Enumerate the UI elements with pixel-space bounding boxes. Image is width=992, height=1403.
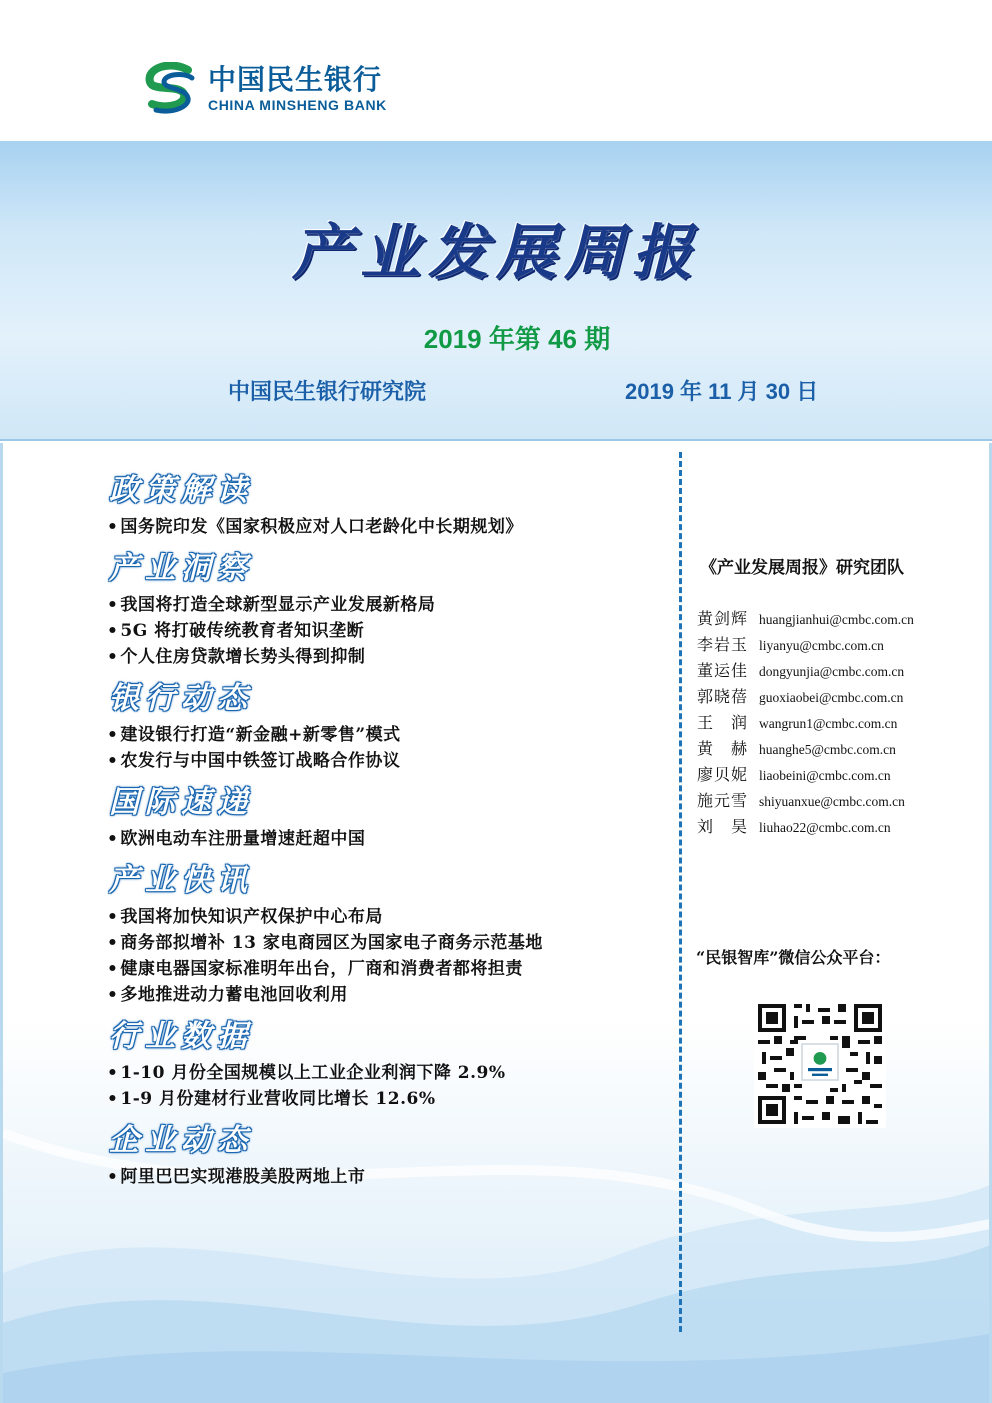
team-list — [697, 606, 914, 840]
member-email[interactable]: liyanyu@cmbc.com.cn — [759, 638, 884, 653]
team-member — [697, 736, 914, 762]
member-email[interactable]: huanghe5@cmbc.com.cn — [759, 742, 896, 757]
news-item[interactable]: • 我国将加快知识产权保护中心布局 — [107, 904, 667, 930]
column-divider — [679, 452, 682, 1332]
member-email[interactable]: dongyunjia@cmbc.com.cn — [759, 664, 905, 679]
team-member — [697, 710, 914, 736]
section — [107, 858, 667, 1008]
team-member — [697, 606, 914, 632]
wechat-label: “民银智库”微信公众平台： — [696, 948, 891, 967]
logo-chinese-name: 中国民生银行 — [208, 63, 383, 96]
news-item[interactable]: • 健康电器国家标准明年出台，厂商和消费者都将担责 — [107, 956, 667, 982]
team-title: 《产业发展周报》研究团队 — [700, 558, 904, 578]
member-email[interactable]: liuhao22@cmbc.com.cn — [759, 820, 891, 835]
news-item[interactable]: • 商务部拟增补 13 家电商园区为国家电子商务示范基地 — [107, 930, 667, 956]
logo-english-name: CHINA MINSHENG BANK — [208, 97, 387, 113]
member-email[interactable]: shiyuanxue@cmbc.com.cn — [759, 794, 905, 809]
section — [107, 780, 667, 852]
member-name: 郭晓蓓 — [697, 687, 749, 706]
institute-name: 中国民生银行研究院 — [228, 379, 427, 404]
team-member — [697, 762, 914, 788]
news-item[interactable]: • 农发行与中国中铁签订战略合作协议 — [107, 748, 667, 774]
section-heading: 政策解读 — [109, 473, 253, 508]
news-item[interactable]: • 1-9 月份建材行业营收同比增长 12.6% — [107, 1086, 667, 1112]
section-list — [107, 468, 667, 1196]
section — [107, 1118, 667, 1190]
title-banner — [0, 141, 992, 441]
publish-date: 2019 年 11 月 30 日 — [625, 379, 819, 404]
section — [107, 676, 667, 774]
member-name: 李岩玉 — [697, 635, 749, 654]
team-member — [697, 814, 914, 840]
section-heading: 产业快讯 — [109, 863, 253, 898]
section-heading: 企业动态 — [109, 1123, 253, 1158]
news-item[interactable]: • 5G 将打破传统教育者知识垄断 — [107, 618, 667, 644]
section-heading: 行业数据 — [109, 1019, 253, 1054]
section — [107, 1014, 667, 1112]
member-name: 王 润 — [697, 713, 749, 732]
member-name: 廖贝妮 — [697, 765, 749, 784]
section-heading: 银行动态 — [109, 681, 253, 716]
member-email[interactable]: wangrun1@cmbc.com.cn — [759, 716, 898, 731]
member-name: 董运佳 — [697, 661, 749, 680]
report-title: 产业发展周报 — [292, 218, 700, 288]
issue-number: 2019 年第 46 期 — [423, 324, 611, 354]
member-email[interactable]: guoxiaobei@cmbc.com.cn — [759, 690, 904, 705]
qr-code-icon[interactable] — [754, 1000, 886, 1128]
news-item[interactable]: • 阿里巴巴实现港股美股两地上市 — [107, 1164, 667, 1190]
member-name: 施元雪 — [697, 791, 749, 810]
member-name: 黄剑辉 — [697, 609, 749, 628]
member-name: 黄 赫 — [697, 739, 749, 758]
news-item[interactable]: • 多地推进动力蓄电池回收利用 — [107, 982, 667, 1008]
bank-logo — [140, 62, 387, 116]
news-item[interactable]: • 欧洲电动车注册量增速赶超中国 — [107, 826, 667, 852]
team-member — [697, 632, 914, 658]
member-email[interactable]: liaobeini@cmbc.com.cn — [759, 768, 891, 783]
section-heading: 产业洞察 — [109, 551, 253, 586]
news-item[interactable]: • 国务院印发《国家积极应对人口老龄化中长期规划》 — [107, 514, 667, 540]
member-name: 刘 昊 — [697, 817, 749, 836]
minsheng-logo-icon — [140, 62, 202, 116]
section — [107, 546, 667, 670]
team-member — [697, 658, 914, 684]
section-heading: 国际速递 — [109, 785, 253, 820]
news-item[interactable]: • 个人住房贷款增长势头得到抑制 — [107, 644, 667, 670]
news-item[interactable]: • 1-10 月份全国规模以上工业企业利润下降 2.9% — [107, 1060, 667, 1086]
news-item[interactable]: • 我国将打造全球新型显示产业发展新格局 — [107, 592, 667, 618]
news-item[interactable]: • 建设银行打造“新金融+新零售”模式 — [107, 722, 667, 748]
member-email[interactable]: huangjianhui@cmbc.com.cn — [759, 612, 914, 627]
team-member — [697, 684, 914, 710]
section — [107, 468, 667, 540]
team-member — [697, 788, 914, 814]
